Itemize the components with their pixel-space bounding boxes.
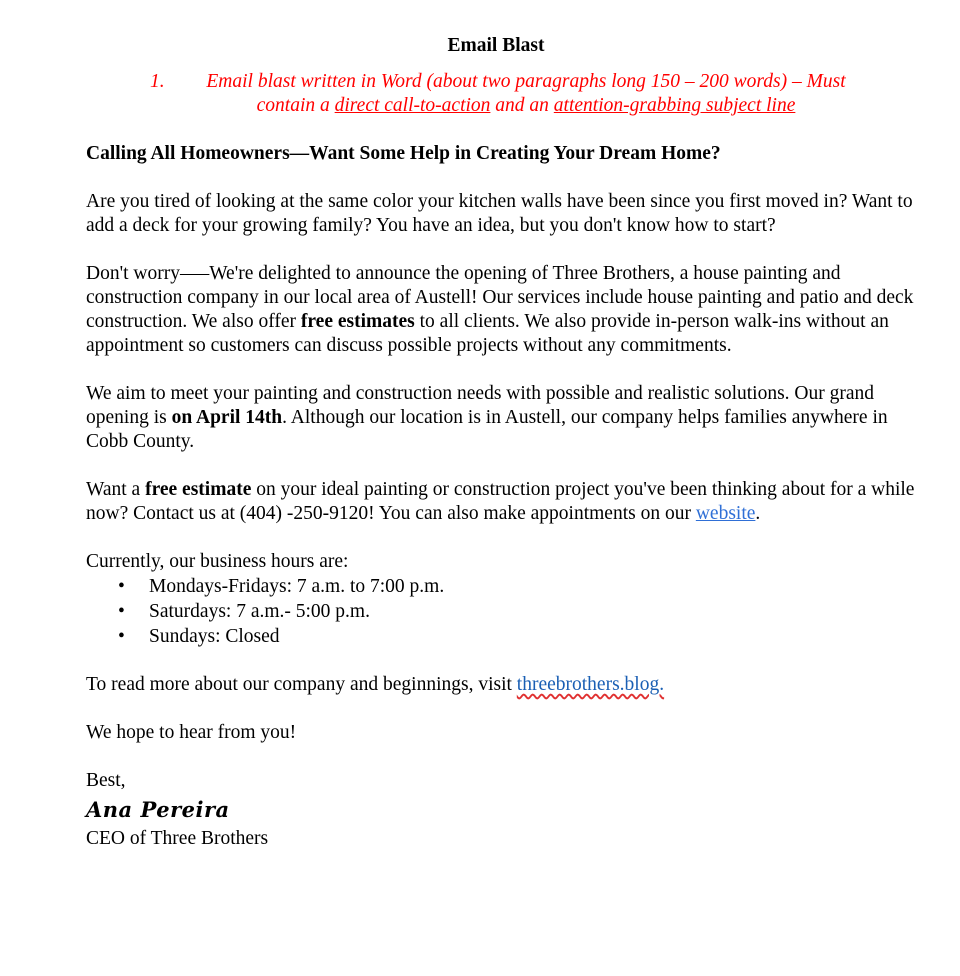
paragraph-read-more [86,673,916,697]
paragraph-announcement [86,262,916,358]
paragraph-grand-opening [86,382,916,454]
paragraph-text: . [755,503,761,524]
requirement-underline-subject: attention-grabbing subject line [553,95,796,116]
website-link[interactable]: website [695,503,756,524]
requirement-number: 1. [150,71,165,92]
requirement-text-part: and an [490,95,554,116]
bold-opening-date: on April 14th [171,407,283,428]
business-hours-lead: Currently, our business hours are: [86,551,349,572]
business-hours-list [86,574,916,649]
bold-free-estimate: free estimate [145,479,252,500]
paragraph-text: We aim to meet your painting and construction needs with possible and realistic solutions. Our grand opening is [86,383,875,428]
hours-text: Sundays: Closed [149,626,280,647]
hours-text: Mondays-Fridays: 7 a.m. to 7:00 p.m. [149,576,445,597]
hours-text: Saturdays: 7 a.m.- 5:00 p.m. [149,601,370,622]
paragraph-intro: Are you tired of looking at the same color your kitchen walls have been since you first moved in? Want to add a deck for your growing family? You have an idea, but you don't know how to start? [86,191,913,236]
paragraph-text: Don't worry—–We're delighted to announce the opening of Three Brothers, a house painting and construction company in our local area of Austell! Our services include house painting and patio and deck construction. We also offer [86,263,914,332]
paragraph-text: Want a [86,479,146,500]
requirement-underline-cta: direct call-to-action [334,95,491,116]
email-subject-line: Calling All Homeowners—Want Some Help in Creating Your Dream Home? [86,143,721,164]
bullet-icon: • [118,601,125,622]
paragraph-hope: We hope to hear from you! [86,722,297,743]
paragraph-call-to-action [86,478,916,526]
bold-free-estimates: free estimates [300,311,415,332]
list-item [86,624,916,649]
blog-link[interactable]: threebrothers.blog. [516,674,665,695]
document-page [86,34,916,851]
bullet-icon: • [118,576,125,597]
signoff-title: CEO of Three Brothers [86,828,269,849]
list-item [86,574,916,599]
paragraph-text: . Although our location is in Austell, our company helps families anywhere in Cobb County. [86,407,888,452]
paragraph-text: to all clients. We also provide in-person walk-ins without an appointment so customers can discuss possible projects without any commitments. [86,311,889,356]
signature: Ana Pereira [86,797,230,822]
requirement-text [181,70,871,118]
bullet-icon: • [118,626,125,647]
list-item [86,599,916,624]
document-title: Email Blast [447,35,545,56]
assignment-requirement [86,70,916,118]
requirement-text-part: Email blast written in Word (about two paragraphs long 150 – 200 words) – Must contain a [206,71,846,116]
closing-salutation: Best, [86,770,126,791]
paragraph-text: on your ideal painting or construction project you've been thinking about for a while now? Contact us at (404) -250-9120! You can also make appointments on our [86,479,915,524]
paragraph-text: To read more about our company and beginnings, visit [86,674,517,695]
